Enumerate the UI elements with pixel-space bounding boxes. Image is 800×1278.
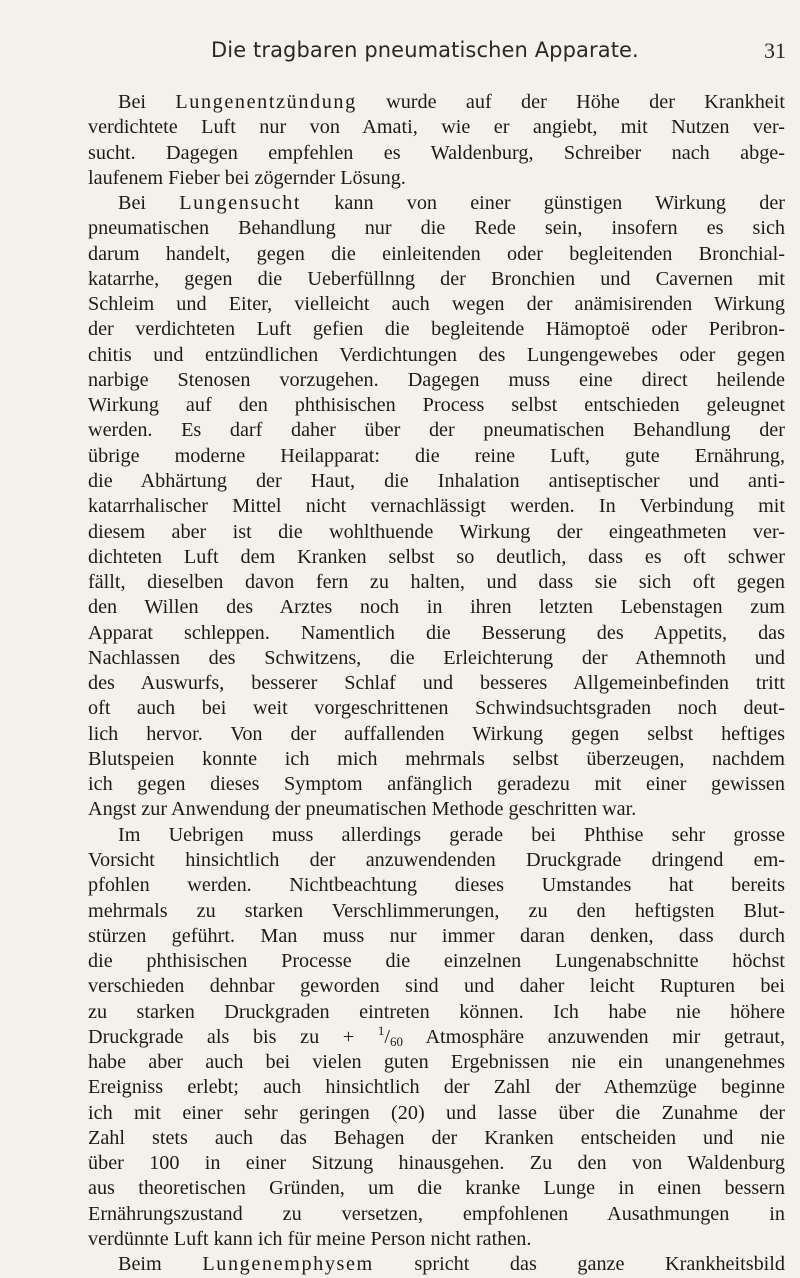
text-line: Zahl stets auch das Behagen der Kranken entscheiden und nie <box>88 1126 785 1149</box>
text-line: fällt, dieselben davon fern zu halten, und dass sie sich oft gegen <box>88 571 785 594</box>
text-line: stürzen geführt. Man muss nur immer daran denken, dass durch <box>88 924 785 947</box>
spaced-term: Lungenentzündung <box>175 91 357 113</box>
text-line: Schleim und Eiter, vielleicht auch wegen der anämisirenden Wirkung <box>88 293 785 316</box>
text-line: die Abhärtung der Haut, die Inhalation antiseptischer und anti- <box>88 469 785 492</box>
running-head <box>86 38 786 68</box>
text-line: darum handelt, gegen die einleitenden oder begleitenden Bronchial- <box>88 242 785 265</box>
text-line: katarrhalischer Mittel nicht vernachlässigt werden. In Verbindung mit <box>88 495 785 518</box>
text-line: sucht. Dagegen empfehlen es Waldenburg, Schreiber nach abge- <box>88 141 785 164</box>
body-text <box>88 90 785 1277</box>
text-line: den Willen des Arztes noch in ihren letzten Lebenstagen zum <box>88 596 785 619</box>
text-line: katarrhe, gegen die Ueberfüllnng der Bronchien und Cavernen mit <box>88 267 785 290</box>
text-line: pneumatischen Behandlung nur die Rede sein, insofern es sich <box>88 217 785 240</box>
fraction-denominator: 60 <box>389 1033 403 1049</box>
text-line: Vorsicht hinsichtlich der anzuwendenden Druckgrade dringend em- <box>88 848 785 871</box>
spaced-term: Lungensucht <box>179 192 302 215</box>
text-line: habe aber auch bei vielen guten Ergebnissen nie ein unangenehmes <box>88 1051 785 1074</box>
text-line: der verdichteten Luft gefien die begleitende Hämoptoë oder Peribron- <box>88 318 785 341</box>
text-line: Wirkung auf den phthisischen Process selbst entschieden geleugnet <box>88 394 785 417</box>
text-line: aus theoretischen Gründen, um die kranke Lunge in einen bessern <box>88 1177 785 1200</box>
text-line: diesem aber ist die wohlthuende Wirkung der eingeathmeten ver- <box>88 520 785 543</box>
text-line: zu starken Druckgraden eintreten können. Ich habe nie höhere <box>88 1000 785 1023</box>
text-line: verdünnte Luft kann ich für meine Person nicht rathen. <box>88 1227 532 1250</box>
fraction-numerator: 1 <box>377 1022 385 1038</box>
text-line: pfohlen werden. Nichtbeachtung dieses Umstandes hat bereits <box>88 874 785 897</box>
text-line: werden. Es darf daher über der pneumatischen Behandlung der <box>88 419 785 442</box>
text-line: Ernährungszustand zu versetzen, empfohlenen Ausathmungen in <box>88 1202 785 1225</box>
text-line: Angst zur Anwendung der pneumatischen Methode geschritten war. <box>88 798 637 821</box>
text-line: Im Uebrigen muss allerdings gerade bei Phthise sehr grosse <box>118 823 785 846</box>
text-line: Ereigniss erlebt; auch hinsichtlich der Zahl der Athemzüge beginne <box>88 1076 785 1099</box>
page-number: 31 <box>764 38 786 63</box>
text-line: Bei Lungensucht kann von einer günstigen Wirkung der <box>118 192 785 215</box>
text-line: mehrmals zu starken Verschlimmerungen, zu den heftigsten Blut- <box>88 899 785 922</box>
text-line: übrige moderne Heilapparat: die reine Luft, gute Ernährung, <box>88 444 785 467</box>
text-line: Apparat schleppen. Namentlich die Besserung des Appetits, das <box>88 621 785 644</box>
text-line: die phthisischen Processe die einzelnen Lungenabschnitte höchst <box>88 950 785 973</box>
text-line: des Auswurfs, besserer Schlaf und besseres Allgemeinbefinden tritt <box>88 672 785 695</box>
text-line: narbige Stenosen vorzugehen. Dagegen muss eine direct heilende <box>88 368 785 391</box>
text-line: lich hervor. Von der auffallenden Wirkung gegen selbst heftiges <box>88 722 785 745</box>
text-line: dichteten Luft dem Kranken selbst so deutlich, dass es oft schwer <box>88 545 785 568</box>
spaced-term: Lungenemphysem <box>202 1253 374 1276</box>
text-line: ich gegen dieses Symptom anfänglich geradezu mit einer gewissen <box>88 773 785 796</box>
text-line: Blutspeien konnte ich mich mehrmals selbst überzeugen, nachdem <box>88 747 785 770</box>
text-line: oft auch bei weit vorgeschrittenen Schwindsuchtsgraden noch deut- <box>88 697 785 720</box>
text-line: ich mit einer sehr geringen (20) und lasse über die Zunahme der <box>88 1101 785 1124</box>
text-line: über 100 in einer Sitzung hinausgehen. Zu den von Waldenburg <box>88 1152 785 1175</box>
text-line: verschieden dehnbar geworden sind und daher leicht Rupturen bei <box>88 975 785 998</box>
text-line: Nachlassen des Schwitzens, die Erleichterung der Athemnoth und <box>88 646 785 669</box>
text-line: chitis und entzündlichen Verdichtungen des Lungengewebes oder gegen <box>88 343 785 366</box>
text-line: Druckgrade als bis zu + $^1/_{60}$ Atmosphäre anzuwenden mir getraut, <box>88 1022 786 1049</box>
text-line: Bei Lungenentzündung wurde auf der Höhe der Krankheit <box>118 91 785 113</box>
text-line: laufenem Fieber bei zögernder Lösung. <box>88 166 406 189</box>
running-title: Die tragbaren pneumatischen Apparate. <box>211 38 639 62</box>
text-line: verdichtete Luft nur von Amati, wie er angiebt, mit Nutzen ver- <box>88 116 785 139</box>
text-line: Beim Lungenemphysem spricht das ganze Krankheitsbild <box>118 1253 785 1276</box>
